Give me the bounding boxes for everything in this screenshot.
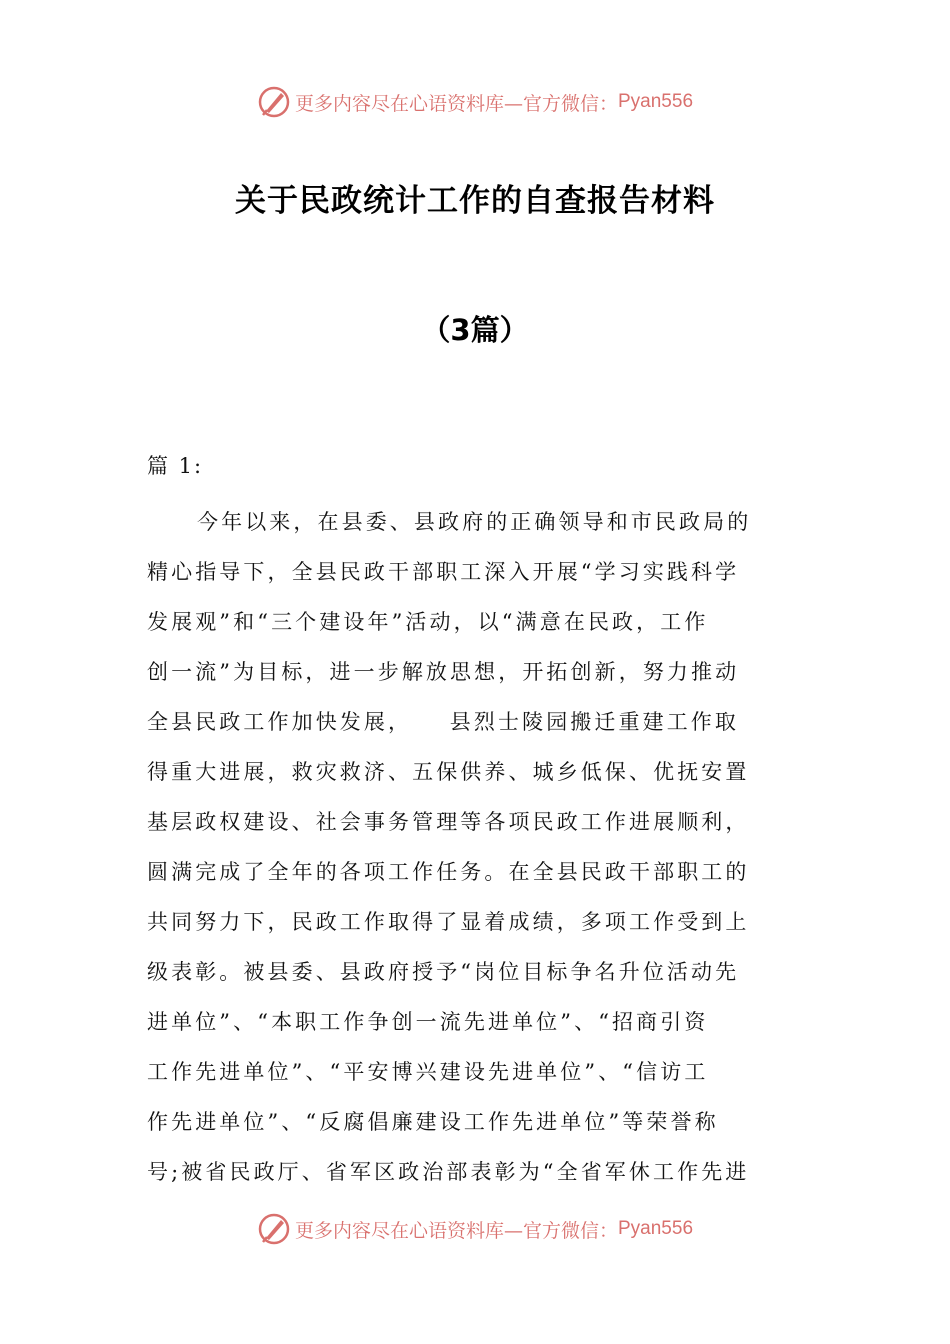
body-paragraph bbox=[147, 497, 807, 1197]
body-line: 基层政权建设、社会事务管理等各项民政工作进展顺利， bbox=[147, 810, 750, 834]
body-line: 号;被省民政厅、省军区政治部表彰为“全省军休工作先进 bbox=[147, 1160, 750, 1184]
document-title: 关于民政统计工作的自查报告材料 bbox=[235, 183, 715, 219]
body-line: 得重大进展，救灾救济、五保供养、城乡低保、优抚安置 bbox=[147, 760, 750, 784]
body-line: 圆满完成了全年的各项工作任务。在全县民政干部职工的 bbox=[147, 860, 750, 884]
header-watermark-banner bbox=[0, 82, 950, 122]
body-line: 精心指导下，全县民政干部职工深入开展“学习实践科学 bbox=[147, 560, 740, 584]
quill-pen-circle-icon bbox=[257, 1212, 291, 1246]
body-line: 发展观”和“三个建设年”活动，以“满意在民政，工作 bbox=[147, 610, 709, 634]
body-line: 今年以来，在县委、县政府的正确领导和市民政局的 bbox=[197, 510, 752, 534]
section-label: 篇 1: bbox=[147, 454, 204, 478]
body-line: 进单位”、“本职工作争创一流先进单位”、“招商引资 bbox=[147, 1010, 709, 1034]
watermark-contact: Pyan556 bbox=[618, 1218, 694, 1239]
body-line: 共同努力下，民政工作取得了显着成绩，多项工作受到上 bbox=[147, 910, 750, 934]
quill-pen-circle-icon bbox=[257, 85, 291, 119]
body-line: 级表彰。被县委、县政府授予“岗位目标争名升位活动先 bbox=[147, 960, 740, 984]
document-subtitle: （3篇） bbox=[421, 313, 529, 347]
body-line: 作先进单位”、“反腐倡廉建设工作先进单位”等荣誉称 bbox=[147, 1110, 719, 1134]
body-line: 全县民政工作加快发展， 县烈士陵园搬迁重建工作取 bbox=[147, 710, 739, 734]
body-line: 创一流”为目标，进一步解放思想，开拓创新，努力推动 bbox=[147, 660, 740, 684]
watermark-slogan: 更多内容尽在心语资料库—官方微信： bbox=[294, 1219, 618, 1242]
watermark-contact: Pyan556 bbox=[618, 91, 694, 112]
body-line: 工作先进单位”、“平安博兴建设先进单位”、“信访工 bbox=[147, 1060, 709, 1084]
footer-watermark-banner bbox=[0, 1209, 950, 1249]
watermark-slogan: 更多内容尽在心语资料库—官方微信： bbox=[294, 92, 618, 115]
